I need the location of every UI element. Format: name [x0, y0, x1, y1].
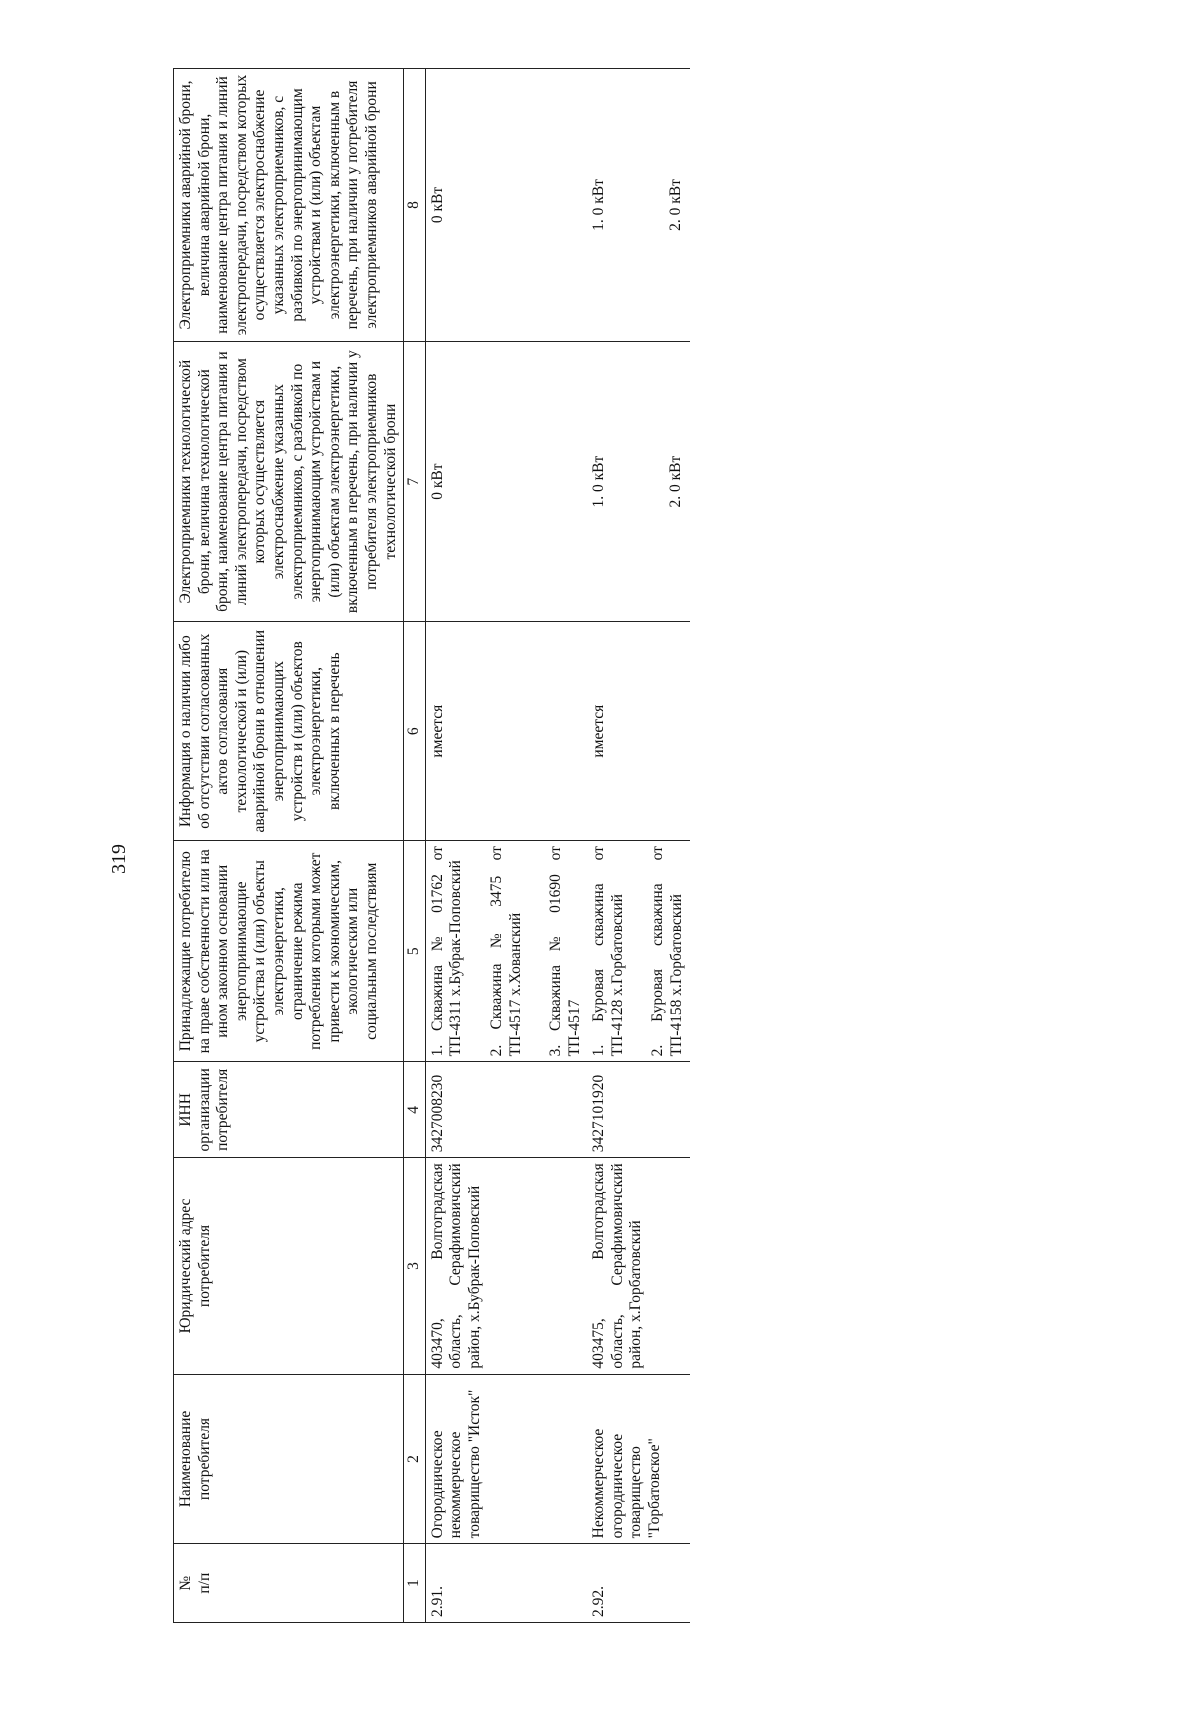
column-number: 2: [404, 1374, 426, 1544]
consumers-table: [173, 68, 690, 1623]
object-item: 3. Скважина № 01690 от ТП-4517: [547, 846, 583, 1057]
header-cell-name: Наименование потребителя: [174, 1374, 404, 1544]
consumer-objects: [425, 841, 587, 1062]
emergency-reserve-value: 1. 0 кВт: [590, 179, 608, 231]
column-number: 6: [404, 622, 426, 841]
table-row: [425, 69, 587, 1623]
tech-reserve-value: 2. 0 кВт: [666, 455, 684, 508]
emergency-reserve-value: 0 кВт: [425, 69, 587, 342]
header-cell-tech-reserve: Электроприемники технологической брони, величина технологической брони, наименование центра питания и линий электропередачи, посредством которых осуществляется электроснабжение указанных электроприемников, с разбивкой по энергопринимающим устройствам и (или) объектам электроэнергетики, включенным в перечень, при наличии у потребителя электроприемников технологической брони: [174, 341, 404, 621]
consumer-name: Огородническое некоммерческое товарищество "Исток": [425, 1374, 587, 1544]
column-number: 1: [404, 1544, 426, 1623]
reserve-info: имеется: [587, 622, 689, 841]
header-row: [174, 69, 404, 1623]
header-cell-info: Информация о наличии либо об отсутствии согласованных актов согласования технологической и (или) аварийной брони в отношении энергопринимающих устройств и (или) объектов электроэнергетики, включенных в перечень: [174, 622, 404, 841]
row-number: 2.92.: [587, 1544, 689, 1623]
page-number: 319: [108, 844, 130, 874]
column-number: 5: [404, 841, 426, 1062]
consumer-inn: 3427101920: [587, 1062, 689, 1158]
object-item: 1. Буровая скважина от ТП-4128 х.Горбатовский: [590, 846, 626, 1057]
row-number: 2.91.: [425, 1544, 587, 1623]
table-row: [587, 69, 689, 1623]
header-cell-emergency-reserve: Электроприемники аварийной брони, величина аварийной брони, наименование центра питания и линий электропередачи, посредством которых осуществляется электроснабжение указанных электроприемников, с разбивкой по энергопринимающим устройствам и (или) объектам электроэнергетики, включенным в перечень, при наличии у потребителя электроприемников аварийной брони: [174, 69, 404, 342]
consumer-address: 403470, Волгоградская область, Серафимовичский район, х.Бубрак-Поповский: [425, 1158, 587, 1374]
column-number: 8: [404, 69, 426, 342]
column-numbers-row: [404, 69, 426, 1623]
header-cell-address: Юридический адрес потребителя: [174, 1158, 404, 1374]
header-cell-objects: Принадлежащие потребителю на праве собственности или на ином законном основании энергопринимающие устройства и (или) объекты электроэнергетики, ограничение режима потребления которыми может привести к экономическим, экологическим или социальным последствиям: [174, 841, 404, 1062]
column-number: 4: [404, 1062, 426, 1158]
reserve-info: имеется: [425, 622, 587, 841]
object-item: 2. Скважина № 3475 от ТП-4517 х.Хованский: [487, 846, 524, 1057]
emergency-reserve-values: [587, 69, 689, 342]
consumer-address: 403475, Волгоградская область, Серафимовичский район, х.Горбатовский: [587, 1158, 689, 1374]
tech-reserve-value: 0 кВт: [425, 341, 587, 621]
column-number: 7: [404, 341, 426, 621]
tech-reserve-values: [587, 341, 689, 621]
consumer-objects: [587, 841, 689, 1062]
object-item: 1. Скважина № 01762 от ТП-4311 х.Бубрак-Поповский: [428, 846, 465, 1057]
header-cell-inn: ИНН организации потребителя: [174, 1062, 404, 1158]
emergency-reserve-value: 2. 0 кВт: [666, 179, 684, 231]
consumer-inn: 3427008230: [425, 1062, 587, 1158]
object-item: 2. Буровая скважина от ТП-4158 х.Горбатовский: [649, 846, 686, 1057]
tech-reserve-value: 1. 0 кВт: [590, 455, 608, 508]
consumer-name: Некоммерческое огородническое товарищество "Горбатовское": [587, 1374, 689, 1544]
column-number: 3: [404, 1158, 426, 1374]
header-cell-num: № п/п: [174, 1544, 404, 1623]
